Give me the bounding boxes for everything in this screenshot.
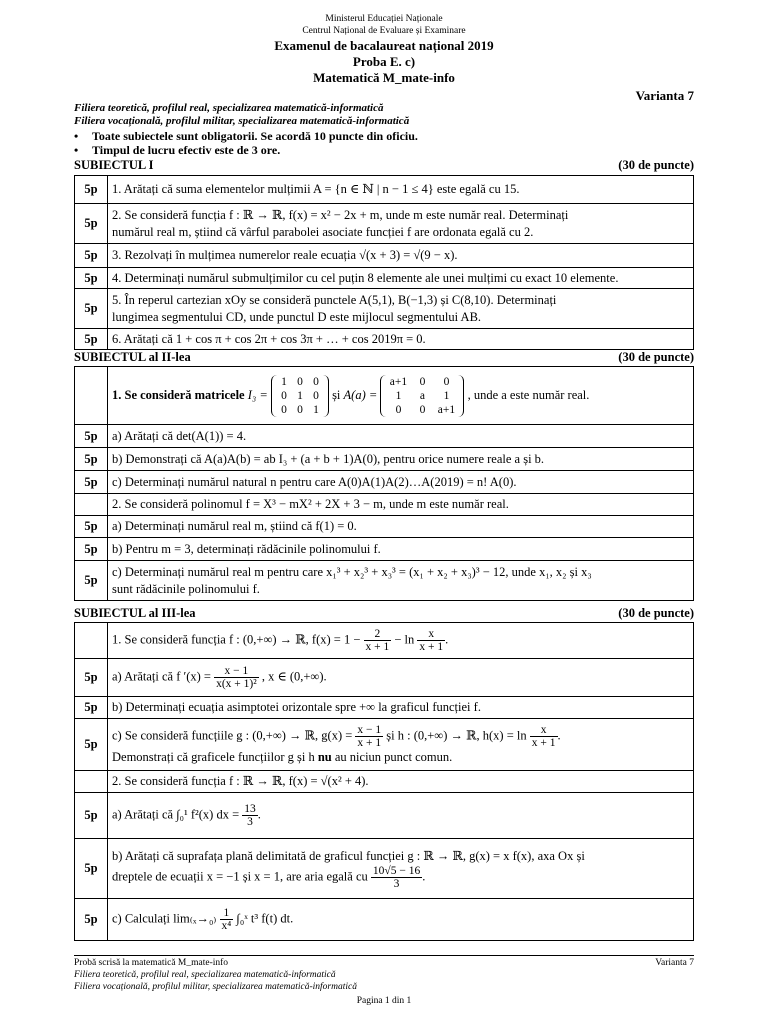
s3-q1b: b) Determinați ecuația asimptotei orizontale spre +∞ la graficul funcției f.	[108, 697, 694, 719]
section-3-table	[74, 622, 694, 941]
question-row	[75, 719, 694, 771]
question-row	[75, 771, 694, 793]
question-row	[75, 289, 694, 329]
center-name: Centrul Național de Evaluare și Examinare	[302, 26, 466, 36]
s1-q6: 6. Arătați că 1 + cos π + cos 2π + cos 3π + … + cos 2019π = 0.	[108, 329, 694, 350]
s1-q5: 5. În reperul cartezian xOy se consideră punctele A(5,1), B(−1,3) și C(8,10). Determinați lungimea segmentului CD, unde punctul D este mijlocul segmentului AB.	[108, 289, 694, 329]
s3-q2a: a) Arătați că ∫₀¹ f²(x) dx = $\frac{13}{3}$ .	[108, 793, 694, 839]
section-3-points: (30 de puncte)	[618, 606, 694, 620]
s1-q3: 3. Rezolvați în mulțimea numerelor reale ecuația √(x + 3) = √(9 − x).	[108, 244, 694, 268]
s3-q2: 2. Se consideră funcția f : ℝ → ℝ, f(x) = √(x² + 4).	[108, 771, 694, 793]
s2-q1c: c) Determinați numărul natural n pentru care A(0)A(1)A(2)…A(2019) = n! A(0).	[108, 471, 694, 494]
points-label: 5p	[75, 839, 108, 899]
points-label: 5p	[75, 793, 108, 839]
points-label: 5p	[75, 719, 108, 771]
section-2-header	[74, 350, 694, 365]
instruction-2: • Timpul de lucru efectiv este de 3 ore.	[74, 143, 281, 157]
s1-q4: 4. Determinați numărul submulțimilor cu cel puțin 8 elemente ale unei mulțimi cu exact 10 elemente.	[108, 268, 694, 289]
question-row	[75, 623, 694, 659]
points-label: 5p	[75, 176, 108, 204]
section-1-points: (30 de puncte)	[618, 158, 694, 172]
points-label: 5p	[75, 329, 108, 350]
footer-filiera-2: Filiera vocațională, profilul militar, specializarea matematică-informatică	[74, 982, 357, 992]
points-label: 5p	[75, 204, 108, 244]
bullet-icon: •	[74, 129, 79, 143]
section-2-points: (30 de puncte)	[618, 350, 694, 364]
s3-q1: 1. Se consideră funcția f : (0,+∞) → ℝ, f(x) = 1 − $\frac{2}{x + 1}$ − ln $\frac{x}{x + 1}$ .	[108, 623, 694, 659]
s2-q2c: c) Determinați numărul real m pentru care x₁³ + x₂³ + x₃³ = (x₁ + x₂ + x₃)³ − 12, unde x₁, x₂ și x₃ sunt rădăcinile polinomului f.	[108, 561, 694, 601]
section-2-title: SUBIECTUL al II-lea	[74, 350, 191, 364]
question-row	[75, 538, 694, 561]
question-row	[75, 268, 694, 289]
bullet-icon: •	[74, 143, 79, 157]
s2-q2b: b) Pentru m = 3, determinați rădăcinile polinomului f.	[108, 538, 694, 561]
points-label: 5p	[75, 659, 108, 697]
s1-q1: 1. Arătați că suma elementelor mulțimii A = {n ∈ ℕ | n − 1 ≤ 4} este egală cu 15.	[108, 176, 694, 204]
points-label: 5p	[75, 899, 108, 941]
question-row	[75, 471, 694, 494]
question-row	[75, 659, 694, 697]
question-row	[75, 697, 694, 719]
section-1-header	[74, 158, 694, 173]
exam-title: Examenul de bacalaureat național 2019	[274, 38, 494, 53]
question-row	[75, 494, 694, 516]
footer-proba: Probă scrisă la matematică M_mate-info	[74, 958, 229, 968]
question-row	[75, 839, 694, 899]
s3-q1a: a) Arătați că f ′(x) = $\frac{x - 1}{\text{x(x + 1)²}}$ , x ∈ (0,+∞).	[108, 659, 694, 697]
question-row	[75, 561, 694, 601]
question-row	[75, 176, 694, 204]
question-row	[75, 448, 694, 471]
s2-q2a: a) Determinați numărul real m, știind că f(1) = 0.	[108, 516, 694, 538]
proba-title: Proba E. c)	[352, 54, 416, 69]
question-row	[75, 244, 694, 268]
subject-title: Matematică M_mate-info	[313, 70, 455, 85]
section-3-header	[74, 606, 694, 621]
points-label: 5p	[75, 244, 108, 268]
points-label: 5p	[75, 561, 108, 601]
question-row	[75, 899, 694, 941]
footer-filiera-1: Filiera teoretică, profilul real, specializarea matematică-informatică	[74, 970, 336, 980]
s2-q1: 1. Se consideră matricele I₃ = 1 0 0 0 1 0 0 0 1 și A(a) = a+1 0 0 1 a 1 0 0 a+1 , unde a este număr real.	[108, 367, 694, 425]
footer-divider	[74, 955, 694, 956]
points-label: 5p	[75, 471, 108, 494]
section-1-title: SUBIECTUL I	[74, 158, 154, 172]
section-3-title: SUBIECTUL al III-lea	[74, 606, 196, 620]
instruction-1: • Toate subiectele sunt obligatorii. Se acordă 10 puncte din oficiu.	[74, 129, 418, 143]
s2-q1b: b) Demonstrați că A(a)A(b) = ab I₃ + (a + b + 1)A(0), pentru orice numere reale a și b.	[108, 448, 694, 471]
points-label: 5p	[75, 448, 108, 471]
s3-q2b: b) Arătați că suprafața plană delimitată de graficul funcției g : ℝ → ℝ, g(x) = x f(x), axa Ox și dreptele de ecuații x = −1 și x = 1, are aria egală cu $\frac{10√5 - 16}{3}$ .	[108, 839, 694, 899]
question-row	[75, 367, 694, 425]
question-row	[75, 425, 694, 448]
section-1-table	[74, 175, 694, 350]
section-2-table	[74, 366, 694, 601]
filiera-line-2: Filiera vocațională, profilul militar, specializarea matematică-informatică	[74, 115, 410, 127]
points-label: 5p	[75, 697, 108, 719]
identity-matrix: 1 0 0 0 1 0 0 0 1	[271, 375, 329, 417]
s3-q2c: c) Calculați lim₍ₓ→₀₎ $\frac{1}{\text{x⁴}}$ ∫₀ˣ t³ f(t) dt.	[108, 899, 694, 941]
s1-q2: 2. Se consideră funcția f : ℝ → ℝ, f(x) = x² − 2x + m, unde m este număr real. Determinați numărul real m, știind că vârful parabolei asociate funcției f are ordonata egală cu 2.	[108, 204, 694, 244]
points-label: 5p	[75, 425, 108, 448]
points-label: 5p	[75, 538, 108, 561]
question-row	[75, 516, 694, 538]
points-label: 5p	[75, 516, 108, 538]
s2-q2: 2. Se consideră polinomul f = X³ − mX² + 2X + 3 − m, unde m este număr real.	[108, 494, 694, 516]
question-row	[75, 329, 694, 350]
filiera-line-1: Filiera teoretică, profilul real, specializarea matematică-informatică	[74, 102, 384, 114]
question-row	[75, 793, 694, 839]
variant-label: Varianta 7	[635, 88, 694, 103]
footer-variant: Varianta 7	[655, 958, 694, 968]
points-label: 5p	[75, 289, 108, 329]
question-row	[75, 204, 694, 244]
ministry-name: Ministerul Educației Naționale	[325, 14, 443, 24]
a-matrix: a+1 0 0 1 a 1 0 0 a+1	[380, 375, 464, 417]
page-number: Pagina 1 din 1	[356, 996, 412, 1006]
points-label: 5p	[75, 268, 108, 289]
s2-q1a: a) Arătați că det(A(1)) = 4.	[108, 425, 694, 448]
s3-q1c: c) Se consideră funcțiile g : (0,+∞) → ℝ, g(x) = $\frac{x - 1}{x + 1}$ și h : (0,+∞) → ℝ, h(x) = ln $\frac{x}{x + 1}$ . Demonstrați că graficele funcțiilor g și h nu au niciun punct comun.	[108, 719, 694, 771]
